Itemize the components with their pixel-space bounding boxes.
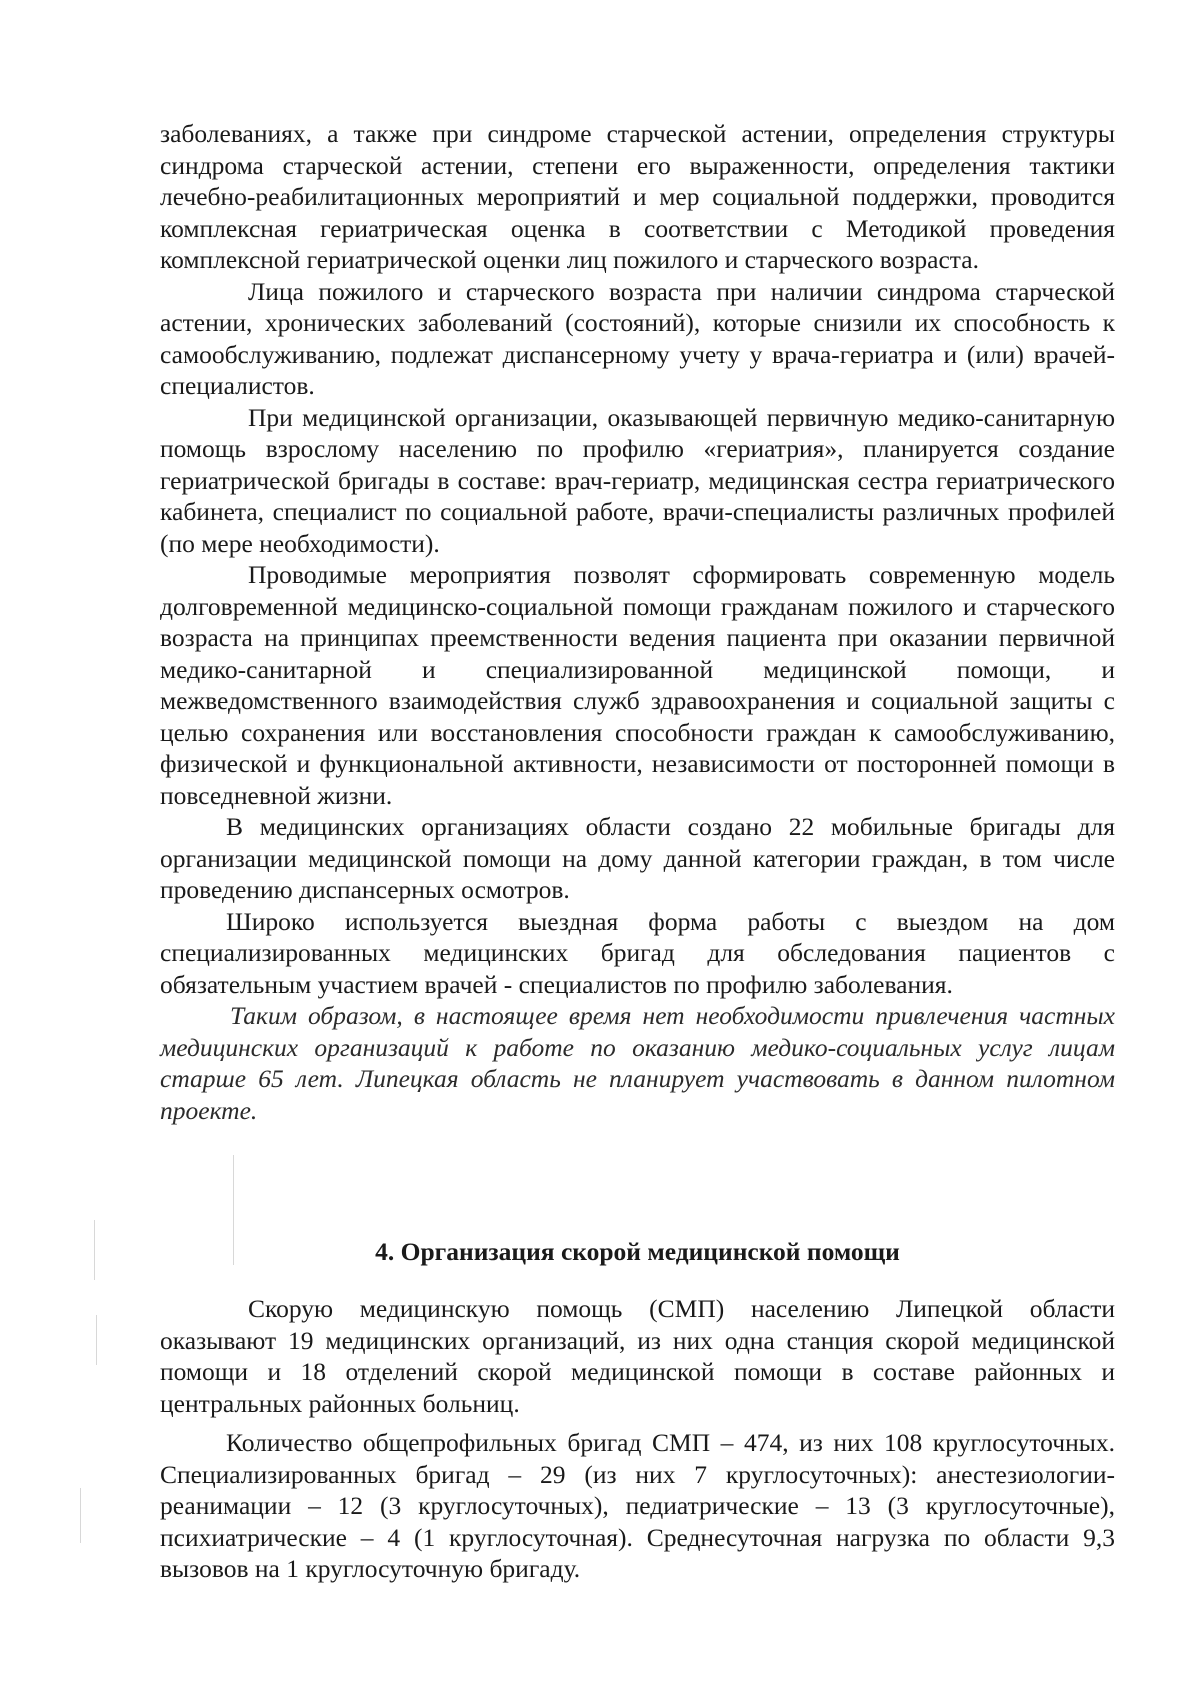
section-emergency-text bbox=[160, 1293, 1115, 1585]
scan-mark bbox=[94, 1220, 95, 1280]
paragraph-conclusion: Таким образом, в настоящее время нет необходимости привлечения частных медицинских организаций к работе по оказанию медико-социальных услуг лицам старше 65 лет. Липецкая область не планирует участвовать в данном пилотном проекте. bbox=[160, 1001, 1115, 1125]
paragraph-emergency-organizations: Скорую медицинскую помощь (СМП) населению Липецкой области оказывают 19 медицинских организаций, из них одна станция скорой медицинской помощи и 18 отделений скорой медицинской помощи в составе районных и центральных районных больниц. bbox=[160, 1294, 1115, 1418]
section-geriatric-text bbox=[160, 118, 1115, 1126]
paragraph-geriatric-team: При медицинской организации, оказывающей первичную медико-санитарную помощь взрослому населению по профилю «гериатрия», планируется создание гериатрической бригады в составе: врач-гериатр, медицинская сестра гериатрического кабинета, специалист по социальной работе, врачи-специалисты различных профилей (по мере необходимости). bbox=[160, 402, 1115, 558]
paragraph-mobile-teams: В медицинских организациях области создано 22 мобильные бригады для организации медицинской помощи на дому данной категории граждан, в том числе проведению диспансерных осмотров. bbox=[160, 812, 1115, 904]
paragraph-geriatric-assessment: заболеваниях, а также при синдроме старческой астении, определения структуры синдрома старческой астении, степени его выраженности, определения тактики лечебно-реабилитационных мероприятий и мер социальной поддержки, проводится комплексная гериатрическая оценка в соответствии с Методикой проведения комплексной гериатрической оценки лиц пожилого и старческого возраста. bbox=[160, 119, 1115, 274]
scan-mark bbox=[80, 1488, 81, 1543]
paragraph-emergency-teams: Количество общепрофильных бригад СМП – 474, из них 108 круглосуточных. Специализированных бригад – 29 (из них 7 круглосуточных): анестезиологии-реанимации – 12 (3 круглосуточных), педиатрические – 13 (3 круглосуточные), психиатрические – 4 (1 круглосуточная). Среднесуточная нагрузка по области 9,3 вызовов на 1 круглосуточную бригаду. bbox=[160, 1428, 1115, 1583]
paragraph-outreach-work: Широко используется выездная форма работы с выездом на дом специализированных медицинских бригад для обследования пациентов с обязательным участием врачей - специалистов по профилю заболевания. bbox=[160, 906, 1115, 999]
scan-mark bbox=[96, 1315, 97, 1365]
section-heading-emergency-care: 4. Организация скорой медицинской помощи bbox=[375, 1237, 900, 1266]
paragraph-long-term-care-model: Проводимые мероприятия позволят сформировать современную модель долговременной медицинско-социальной помощи гражданам пожилого и старческого возраста на принципах преемственности ведения пациента при оказании первичной медико-санитарной и специализированной медицинской помощи, и межведомственного взаимодействия служб здравоохранения и социальной защиты с целью сохранения или восстановления способности граждан к самообслуживанию, физической и функциональной активности, независимости от посторонней помощи в повседневной жизни. bbox=[160, 560, 1115, 810]
paragraph-dispensary-registration: Лица пожилого и старческого возраста при наличии синдрома старческой астении, хронических заболеваний (состояний), которые снизили их способность к самообслуживанию, подлежат диспансерному учету у врача-гериатра и (или) врачей-специалистов. bbox=[160, 276, 1115, 400]
